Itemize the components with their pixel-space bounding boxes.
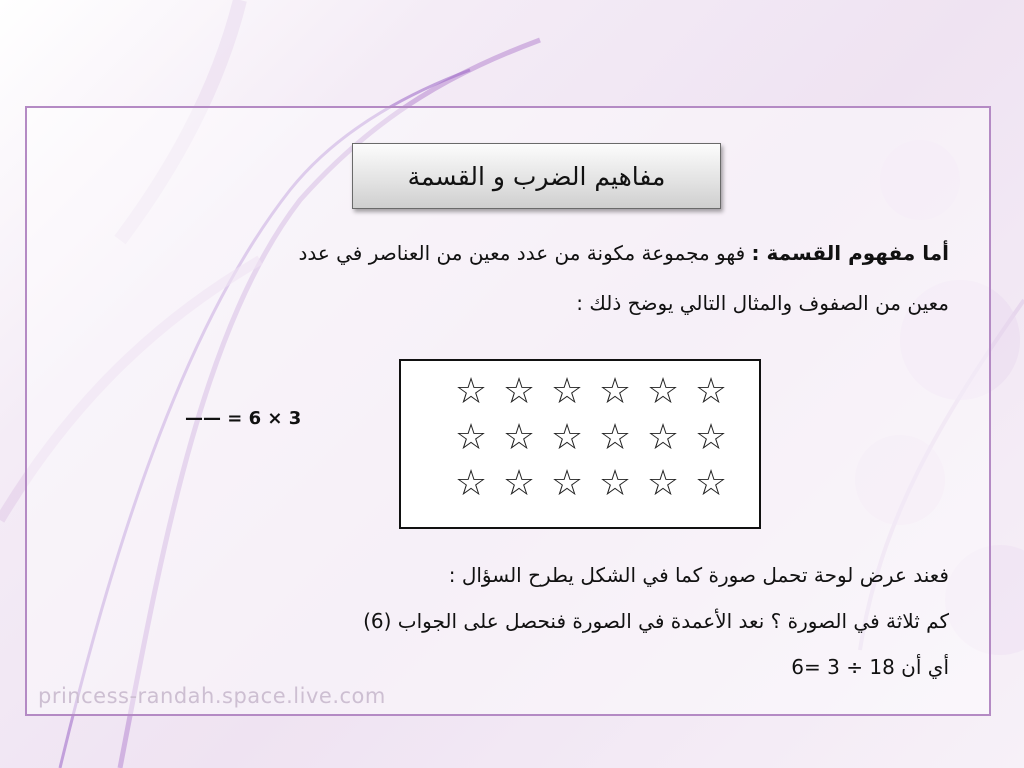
star-icon: ☆ — [598, 417, 632, 458]
star-icon: ☆ — [502, 463, 536, 504]
star-icon: ☆ — [646, 463, 680, 504]
star-icon: ☆ — [454, 371, 488, 412]
intro-line-1 — [89, 238, 949, 268]
intro-bold-lead: أما مفهوم القسمة : — [751, 241, 949, 265]
star-icon: ☆ — [694, 417, 728, 458]
equation: —— = 6 × 3 — [185, 408, 302, 429]
star-icon: ☆ — [502, 371, 536, 412]
intro-line-1-rest: فهو مجموعة مكونة من عدد معين من العناصر في عدد — [298, 241, 752, 265]
intro-line-2: معين من الصفوف والمثال التالي يوضح ذلك : — [576, 291, 949, 315]
star-icon: ☆ — [646, 417, 680, 458]
stars-grid — [447, 369, 735, 507]
star-icon: ☆ — [694, 371, 728, 412]
slide-title: مفاهيم الضرب و القسمة — [407, 161, 666, 191]
star-icon: ☆ — [454, 417, 488, 458]
watermark: princess-randah.space.live.com — [38, 684, 386, 708]
star-icon: ☆ — [694, 463, 728, 504]
title-box — [352, 143, 721, 209]
star-icon: ☆ — [454, 463, 488, 504]
star-icon: ☆ — [550, 463, 584, 504]
star-icon: ☆ — [550, 371, 584, 412]
question-line-1: فعند عرض لوحة تحمل صورة كما في الشكل يطرح السؤال : — [448, 563, 949, 587]
question-line-2: كم ثلاثة في الصورة ؟ نعد الأعمدة في الصورة فنحصل على الجواب (6) — [363, 609, 949, 633]
star-icon: ☆ — [550, 417, 584, 458]
star-icon: ☆ — [646, 371, 680, 412]
stars-figure — [399, 359, 761, 529]
star-icon: ☆ — [502, 417, 536, 458]
star-icon: ☆ — [598, 463, 632, 504]
question-line-3: أي أن 18 ÷ 3 =6 — [791, 655, 949, 679]
star-icon: ☆ — [598, 371, 632, 412]
